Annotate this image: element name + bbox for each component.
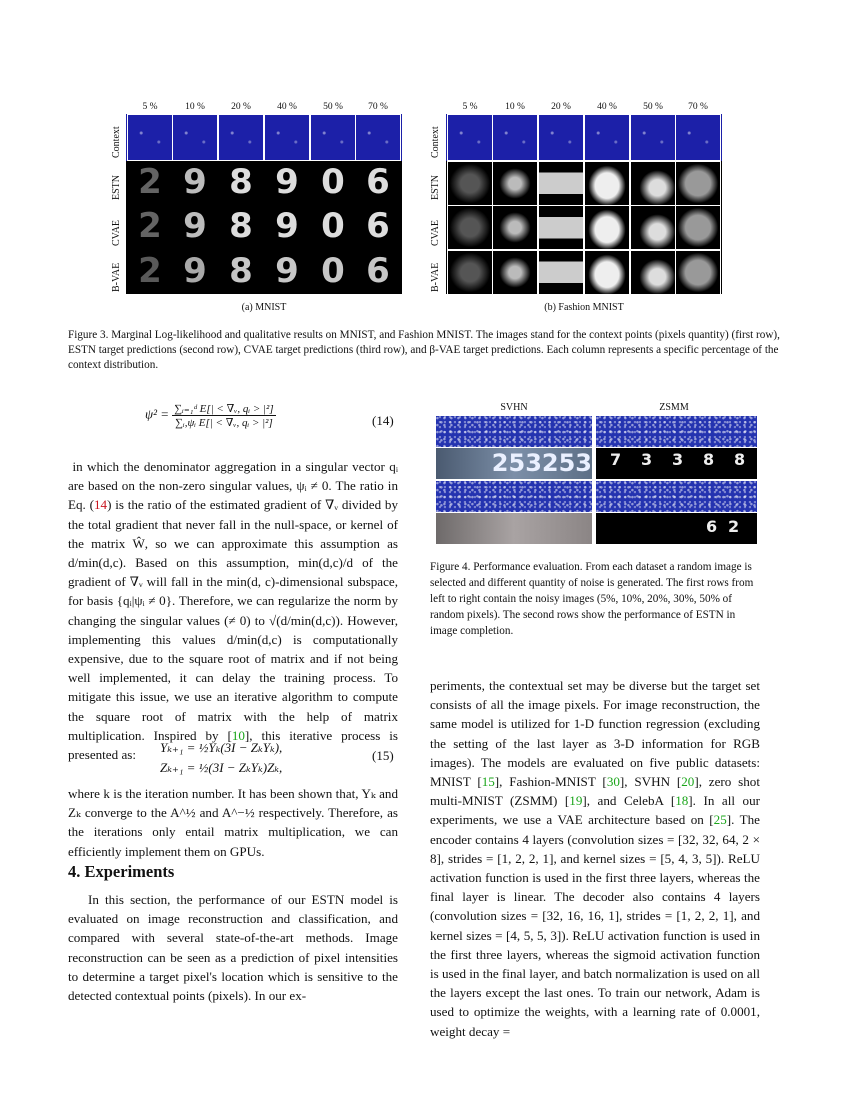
row-label-bvae: B-VAE: [430, 262, 441, 292]
mnist-digit: 9: [275, 206, 299, 246]
mnist-digit: 2: [138, 206, 162, 246]
equation-number: (14): [372, 413, 394, 428]
fashion-prediction-cell: [630, 250, 676, 295]
zsmm-digit: 2: [728, 517, 740, 536]
svhn-recon-row-1: 253253: [436, 448, 592, 479]
zsmm-digit: 8: [734, 450, 746, 469]
mnist-digit: 9: [275, 251, 299, 291]
row-label-estn: ESTN: [111, 175, 122, 200]
fashion-prediction-cell: [584, 250, 630, 295]
zsmm-digit: 7: [610, 450, 622, 469]
subcaption-a: (a) MNIST: [241, 302, 287, 313]
pct-label: 40 %: [597, 102, 617, 112]
mnist-digit: 6: [366, 206, 390, 246]
mnist-digit: 9: [183, 206, 207, 246]
pct-label: 5 %: [462, 102, 478, 112]
mnist-digit: 0: [321, 251, 345, 291]
section-heading: 4. Experiments: [68, 862, 175, 881]
fashion-prediction-cell: [492, 161, 538, 206]
fashion-context-cell: [447, 114, 493, 161]
mnist-digit: 8: [229, 162, 253, 202]
row-label-cvae: CVAE: [430, 220, 441, 246]
fashion-prediction-cell: [584, 205, 630, 250]
pct-label: 70 %: [688, 102, 708, 112]
fashion-prediction-cell: [492, 250, 538, 295]
fashion-context-cell: [584, 114, 630, 161]
paragraph: in which the denominator aggregation in a singular vector qᵢ are based on the non-zero singular values, ψᵢ ≠ 0. The ratio in Eq. (14) is the ratio of the estimated gradient of ∇ᵥ divided by the total gradient that never fall in the null-space, or kernel of the matrix Ŵ, so we can approximate this assumption as d/min(d,c). Based on this assumption, min(d,c)/d of the gradient of ∇ᵥ will fall in the min(d, c)-dimensional subspace, for basis {qᵢ|ψᵢ ≠ 0}. Therefore, we can regularize the norm by changing the singular values (≠ 0) to √(d/min(d,c)). However, implementing this values d/min(d,c) is computationally expensive, due to the square root of matrix and if not being well implemented, it can delay the training process. To mitigate this issue, we use an iterative algorithm to compute the square root of matrix with the help of matrix multiplication. Inspired by [10], this iterative process is presented as:: [68, 459, 399, 763]
paragraph: periments, the contextual set may be diverse but the target set consists of all the image pixels. For image reconstruction, the same model is utilized for 1-D function regression (excluding the setting of the last layer as 3-D information for RGB images). The models are evaluated on five public datasets: MNIST [15], Fashion-MNIST [30], SVHN [20], zero shot multi-MNIST (ZSMM) [19], and CelebA [18]. In all our experiments, we use a VAE architecture based on [25]. The encoder contains 4 layers (convolution sizes = [32, 32, 64, 2 × 8], strides = [1, 2, 2, 1], and kernel sizes = [5, 4, 3, 5]). ReLU activation function is used in the first three layers, whereas the final layer is linear. The decoder also contains 4 layers (convolution sizes = [32, 16, 16, 1], strides = [1, 2, 2, 1], and kernel sizes = [4, 5, 5, 3]). ReLU activation function is used in the first three layers, whereas the sigmoid activation function is used in the final layer, and batch normalization is used on all the layers except the last ones. To train our network, Adam is used to optimize the weights, with a learning rate of 0.0001, weight decay =: [430, 678, 761, 1039]
mnist-digit: 9: [275, 162, 299, 202]
svhn-recon-row-2: [436, 513, 592, 544]
zsmm-recon-row-1: [596, 448, 757, 479]
mnist-digit: 2: [138, 251, 162, 291]
equation-15: Yₖ₊₁ = ½Yₖ(3I − ZₖYₖ), Zₖ₊₁ = ½(3I − ZₖYₖ)Zₖ,: [160, 740, 283, 775]
figure-4-label-zsmm: ZSMM: [659, 402, 689, 413]
pct-label: 50 %: [323, 102, 343, 112]
row-label-bvae: B-VAE: [111, 262, 122, 292]
pct-label: 20 %: [231, 102, 251, 112]
row-label-cvae: CVAE: [111, 220, 122, 246]
row-label-context: Context: [430, 126, 441, 158]
zsmm-digit: 3: [641, 450, 653, 469]
mnist-digit: 8: [229, 206, 253, 246]
zsmm-digit: 3: [672, 450, 684, 469]
paragraph: where k is the iteration number. It has been shown that, Yₖ and Zₖ converge to the A^½ and A^−½ respectively. Therefore, as the iterations only entail matrix multiplication, we can efficiently implement them on GPUs.: [68, 786, 398, 859]
fashion-context-cell: [538, 114, 584, 161]
mnist-context-cell: [264, 114, 310, 161]
fashion-prediction-cell: [538, 205, 584, 250]
fashion-prediction-cell: [447, 250, 493, 295]
pct-label: 10 %: [505, 102, 525, 112]
fashion-context-cell: [492, 114, 538, 161]
paragraph: In this section, the performance of our ESTN model is evaluated on image reconstruction and classification, and compared with several state-of-the-art methods. Image reconstruction can be seen as a prediction of pixel intensities to determine a target pixel's location which is sensitive to the detected contextual points (pixels). In our ex-: [68, 892, 398, 1004]
equation-14: ψ² = $\frac{\text{∑ᵢ₌₁ᵈ E[| < ∇ᵥ, qᵢ > |²]}}{\text{∑ᵢ,ψᵢ E[| < ∇ᵥ, qᵢ > |²]}}$: [145, 403, 274, 429]
fashion-prediction-cell: [447, 161, 493, 206]
mnist-digit: 6: [366, 251, 390, 291]
mnist-digit: 0: [321, 206, 345, 246]
fashion-prediction-cell: [447, 205, 493, 250]
zsmm-noisy-row-1: [596, 416, 757, 447]
pct-label: 40 %: [277, 102, 297, 112]
pct-label: 5 %: [142, 102, 158, 112]
fashion-context-cell: [630, 114, 676, 161]
zsmm-recon-row-2: [596, 513, 757, 544]
mnist-digit: 9: [183, 251, 207, 291]
fashion-prediction-cell: [675, 205, 721, 250]
mnist-context-cell: [218, 114, 264, 161]
figure-4-label-svhn: SVHN: [500, 402, 528, 413]
row-label-estn: ESTN: [430, 175, 441, 200]
mnist-context-cell: [172, 114, 218, 161]
zsmm-digit: 8: [703, 450, 715, 469]
mnist-context-cell: [310, 114, 356, 161]
fashion-prediction-cell: [630, 161, 676, 206]
mnist-digit: 8: [229, 251, 253, 291]
pct-label: 20 %: [551, 102, 571, 112]
fashion-prediction-cell: [630, 205, 676, 250]
fashion-prediction-cell: [538, 250, 584, 295]
zsmm-noisy-row-2: [596, 481, 757, 512]
fashion-context-cell: [675, 114, 721, 161]
fashion-prediction-cell: [584, 161, 630, 206]
row-label-context: Context: [111, 126, 122, 158]
mnist-digit: 6: [366, 162, 390, 202]
mnist-digit: 9: [183, 162, 207, 202]
mnist-context-cell: [127, 114, 173, 161]
equation-number: (15): [372, 748, 394, 763]
svhn-noisy-row-2: [436, 481, 592, 512]
fashion-prediction-cell: [675, 161, 721, 206]
fashion-prediction-cell: [538, 161, 584, 206]
zsmm-digit: 6: [706, 517, 718, 536]
subcaption-b: (b) Fashion MNIST: [544, 302, 624, 313]
fashion-prediction-cell: [492, 205, 538, 250]
pct-label: 50 %: [643, 102, 663, 112]
mnist-digit: 0: [321, 162, 345, 202]
pct-label: 10 %: [185, 102, 205, 112]
mnist-digit: 2: [138, 162, 162, 202]
figure-3-caption: Figure 3. Marginal Log-likelihood and qualitative results on MNIST, and Fashion MNIST. The images stand for the context points (pixels quantity) (first row), ESTN target predictions (second row), CVAE target predictions (third row), and β-VAE target predictions. Each column represents a specific percentage of the context distribution.: [68, 329, 780, 371]
pct-label: 70 %: [368, 102, 388, 112]
svhn-noisy-row-1: [436, 416, 592, 447]
mnist-context-cell: [355, 114, 401, 161]
fashion-prediction-cell: [675, 250, 721, 295]
figure-4-caption: Figure 4. Performance evaluation. From each dataset a random image is selected and different quantity of noise is generated. The first rows from left to right contain the noisy images (5%, 10%, 20%, 30%, 50% of random pixels). The second rows show the performance of ESTN in image completion.: [430, 561, 754, 637]
